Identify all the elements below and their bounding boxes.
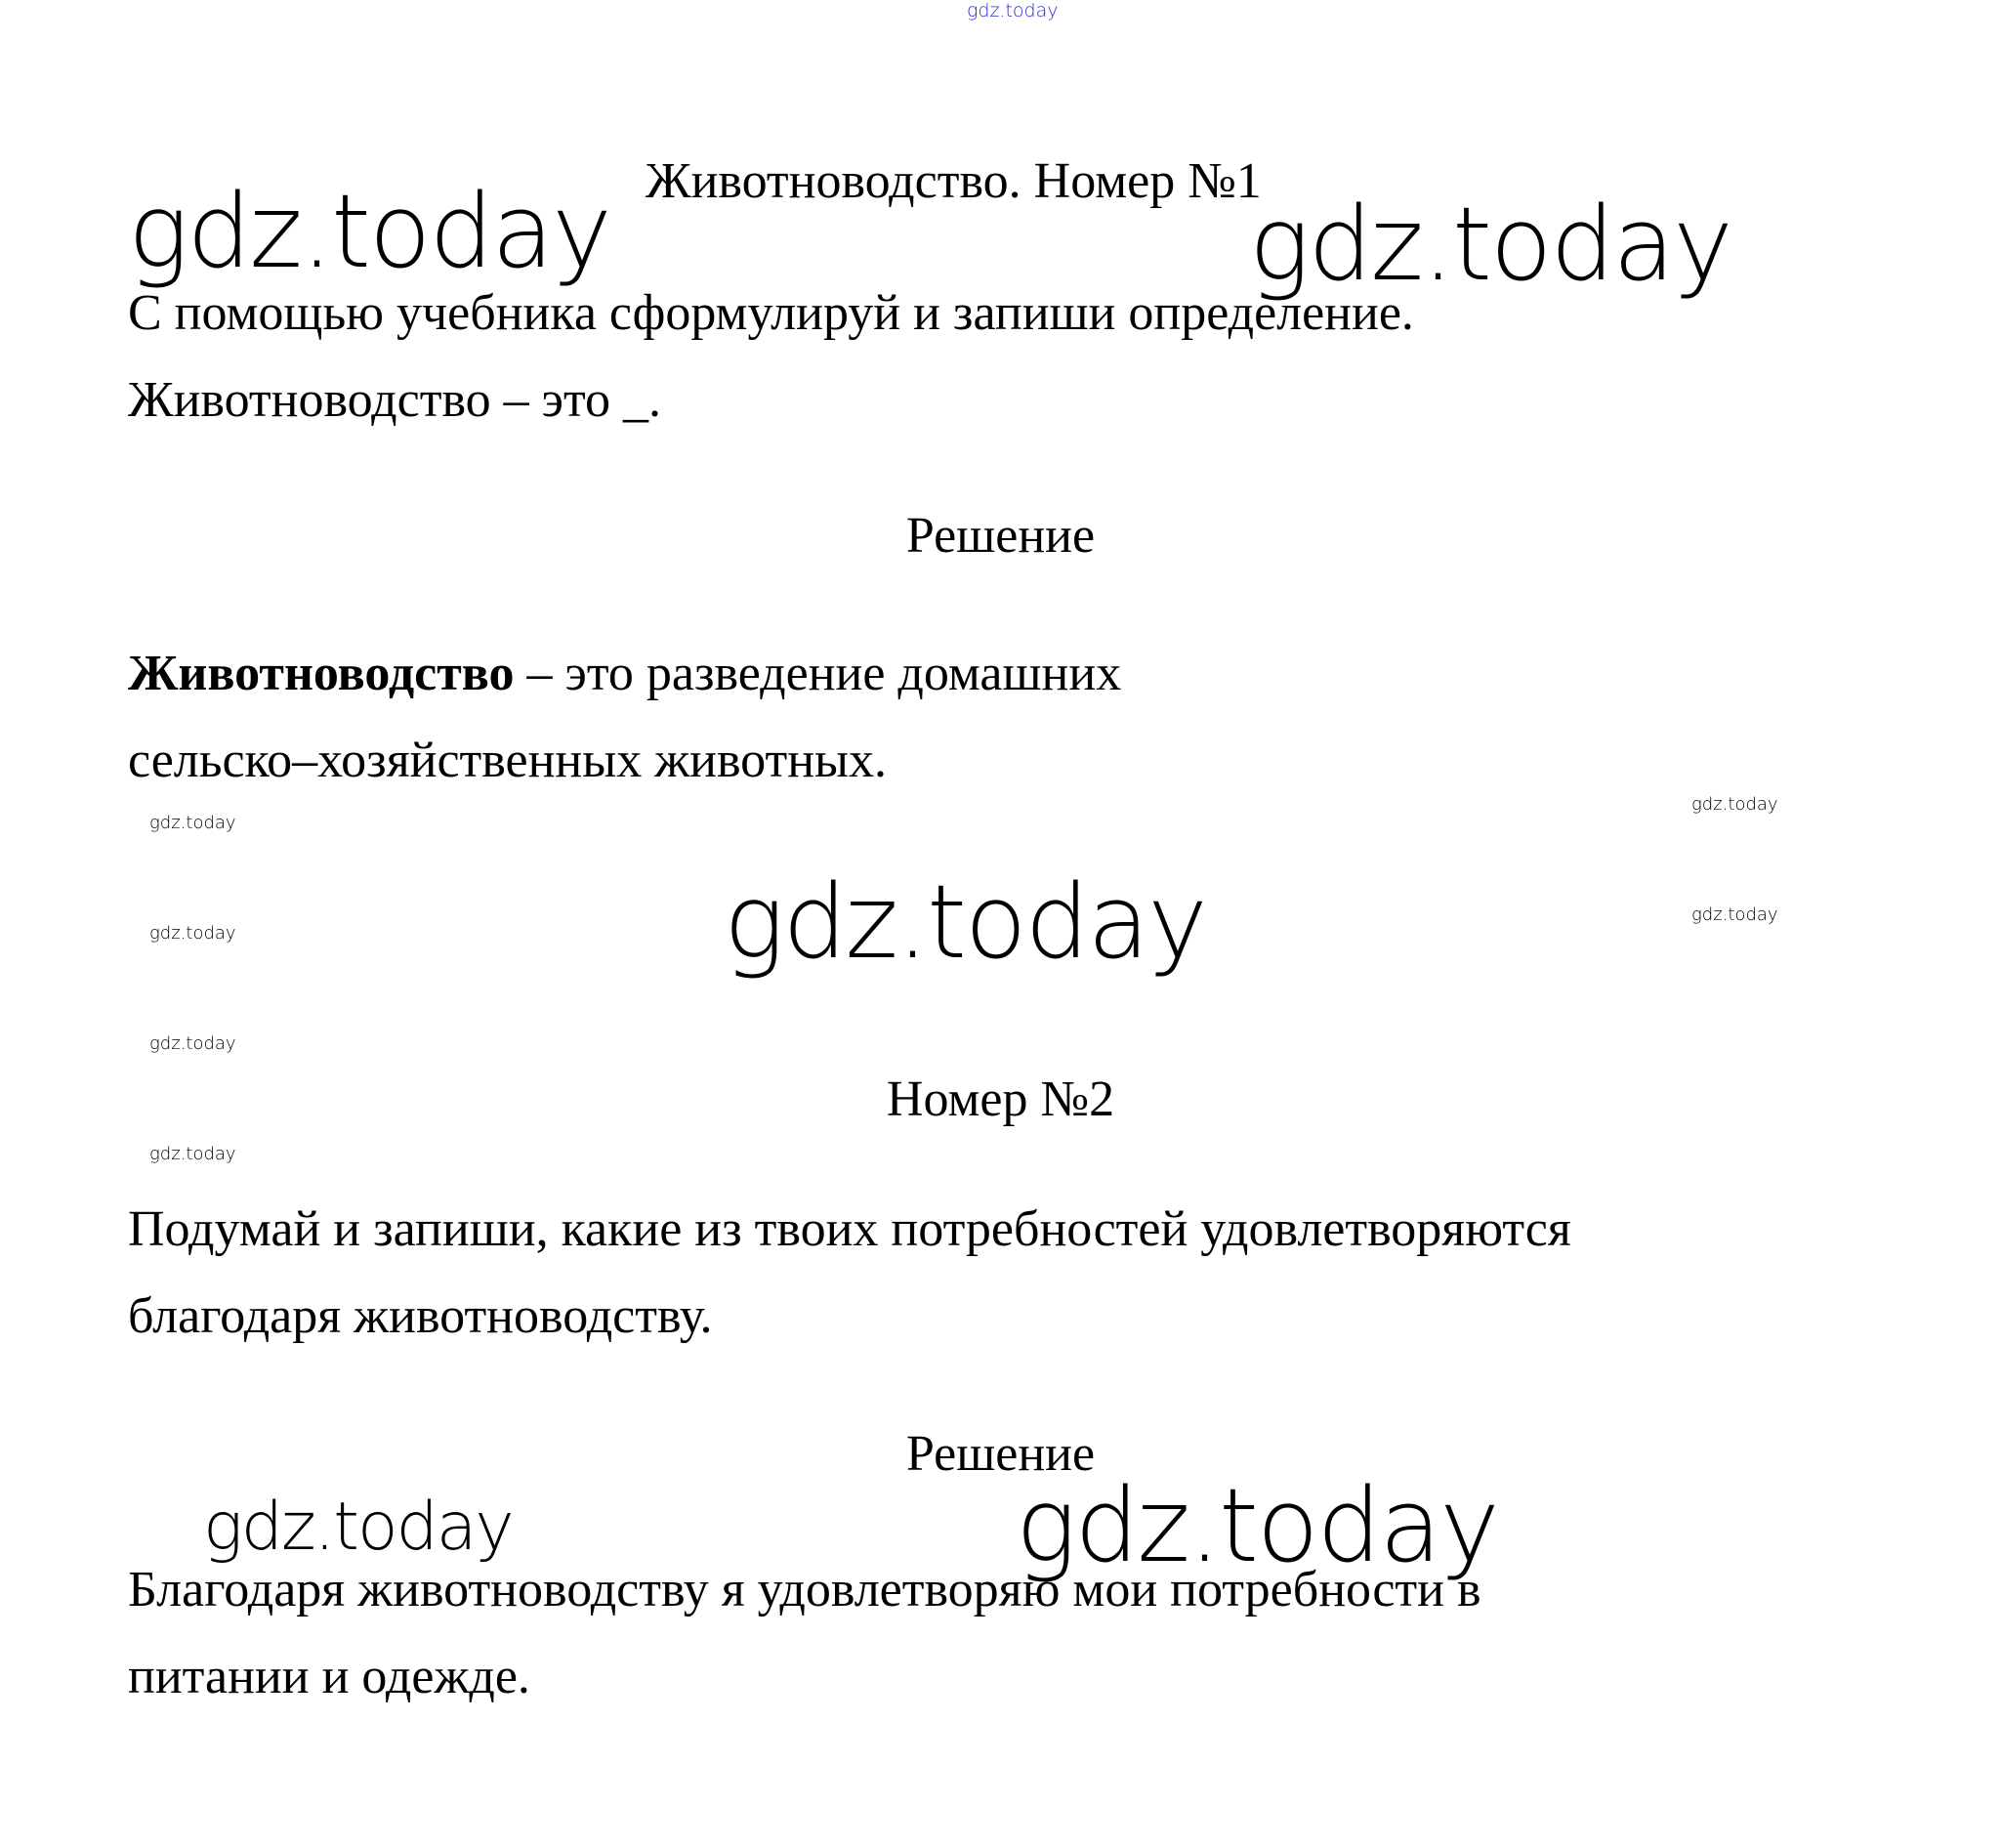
watermark-medium-1: gdz.today xyxy=(203,1489,513,1566)
watermark-small-left-2: gdz.today xyxy=(149,923,236,944)
header-watermark: gdz.today xyxy=(967,0,1059,21)
task2-solution-heading: Решение xyxy=(905,1426,1096,1482)
task2-answer-line2: питании и одежде. xyxy=(128,1649,530,1704)
watermark-small-right-2: gdz.today xyxy=(1691,904,1778,925)
task1-title: Животноводство. Номер №1 xyxy=(646,153,1262,209)
task1-answer-line1 xyxy=(128,646,1122,701)
watermark-small-left-1: gdz.today xyxy=(149,813,236,833)
watermark-large-2: gdz.today xyxy=(1249,185,1731,304)
task1-answer-rest: – это разведение домашних xyxy=(514,646,1122,701)
task2-title: Номер №2 xyxy=(886,1071,1115,1127)
watermark-small-right-1: gdz.today xyxy=(1691,794,1778,815)
watermark-large-3: gdz.today xyxy=(724,862,1206,982)
task1-question-line2: Животноводство – это _. xyxy=(128,372,661,428)
task1-answer-line2: сельско–хозяйственных животных. xyxy=(128,733,887,788)
watermark-small-left-3: gdz.today xyxy=(149,1033,236,1054)
task1-solution-heading: Решение xyxy=(905,508,1096,564)
task2-question-line2: благодаря животноводству. xyxy=(128,1288,713,1344)
task2-question-line1: Подумай и запиши, какие из твоих потребностей удовлетворяются xyxy=(128,1201,1571,1257)
watermark-large-1: gdz.today xyxy=(128,172,610,291)
watermark-small-left-4: gdz.today xyxy=(149,1144,236,1164)
task2-answer-line1: Благодаря животноводству я удовлетворяю мои потребности в xyxy=(128,1562,1481,1617)
task1-answer-term: Животноводство xyxy=(128,646,515,701)
watermark-large-4: gdz.today xyxy=(1016,1466,1498,1585)
task1-question-line1: С помощью учебника сформулируй и запиши определение. xyxy=(128,285,1414,341)
